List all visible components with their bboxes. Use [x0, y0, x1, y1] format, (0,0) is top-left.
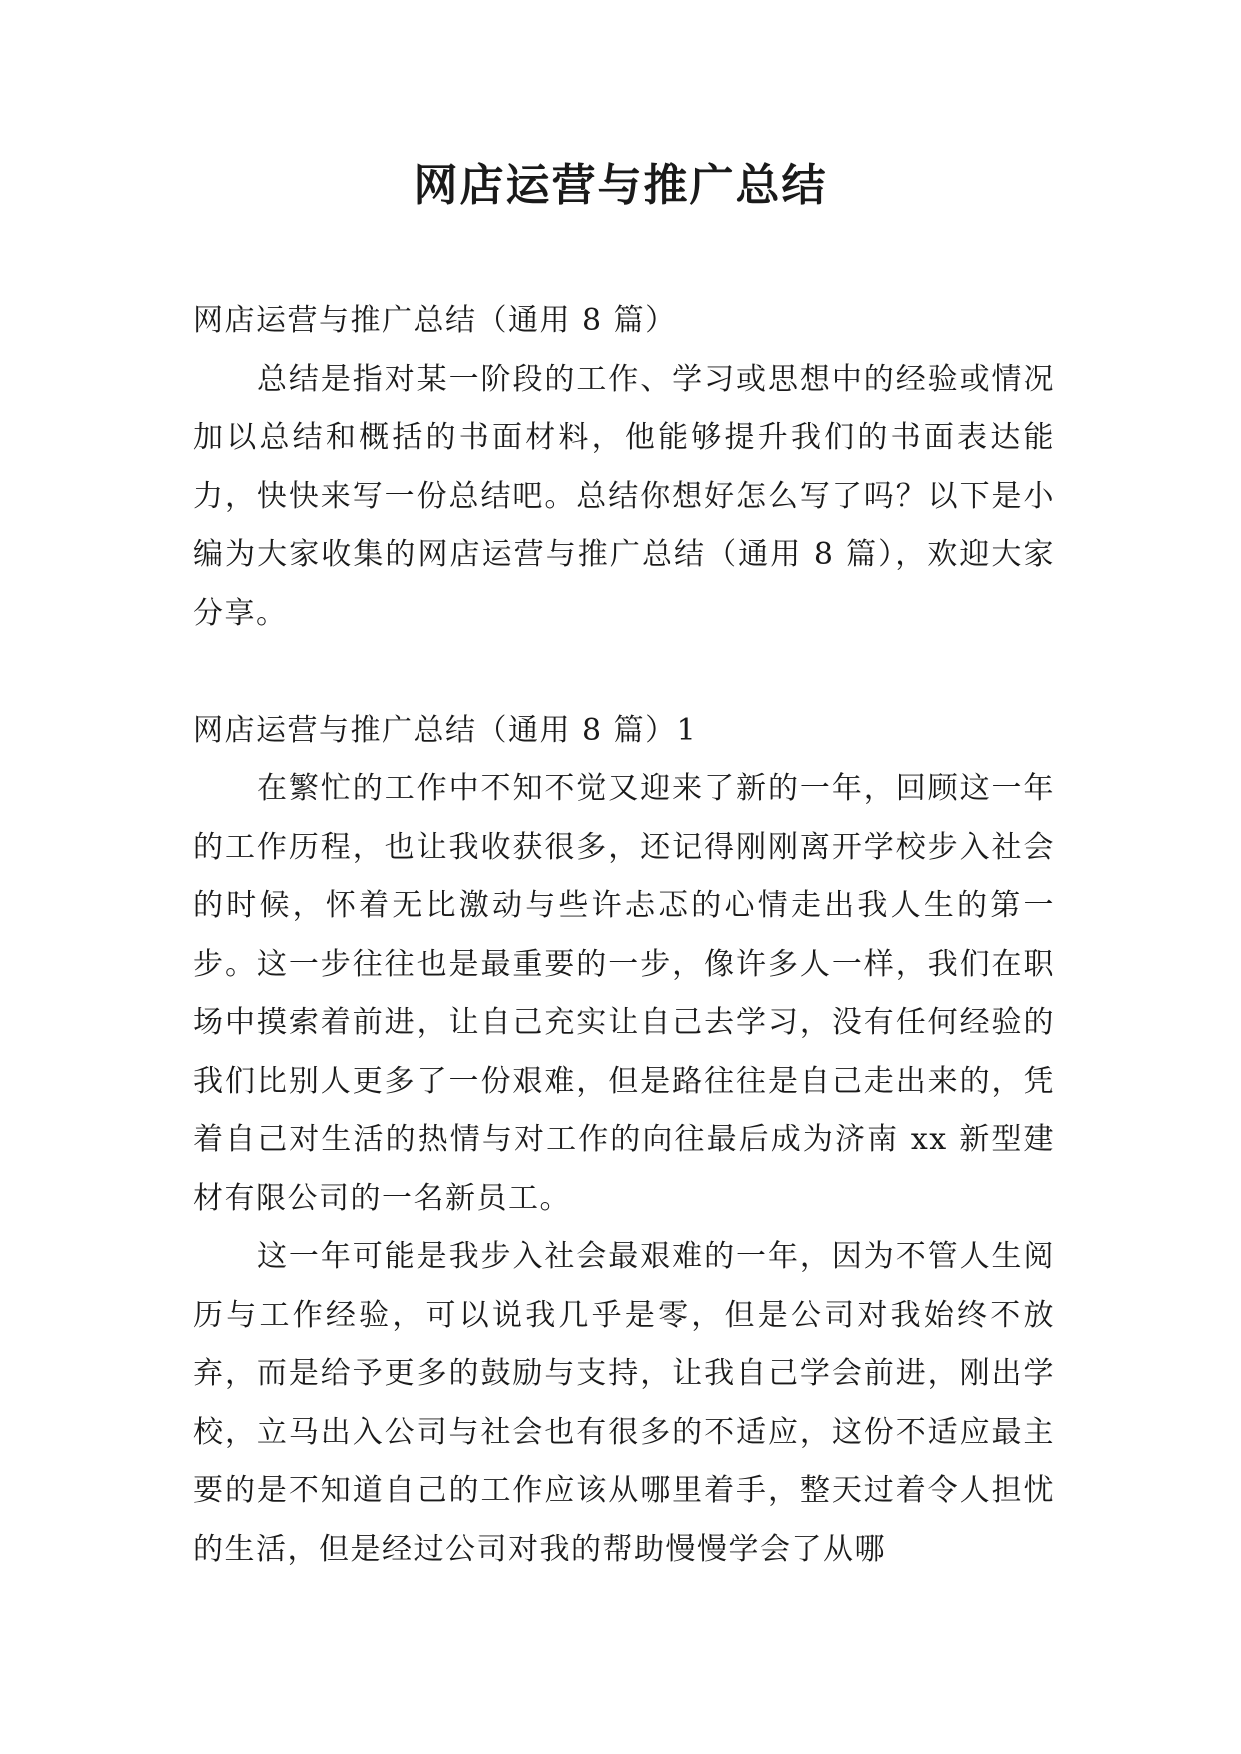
section-heading: 网店运营与推广总结（通用 8 篇）1	[193, 712, 698, 748]
section-spacer	[193, 643, 1055, 702]
body-paragraph: 在繁忙的工作中不知不觉又迎来了新的一年，回顾这一年的工作历程，也让我收获很多，还记得刚刚离开学校步入社会的时候，怀着无比激动与些许忐忑的心情走出我人生的第一步。这一步往往也是最重要的一步，像许多人一样，我们在职场中摸索着前进，让自己充实让自己去学习，没有任何经验的我们比别人更多了一份艰难，但是路往往是自己走出来的，凭着自己对生活的热情与对工作的向往最后成为济南 xx 新型建材有限公司的一名新员工。	[193, 771, 1055, 1216]
body-paragraph: 这一年可能是我步入社会最艰难的一年，因为不管人生阅历与工作经验，可以说我几乎是零，但是公司对我始终不放弃，而是给予更多的鼓励与支持，让我自己学会前进，刚出学校，立马出入公司与社会也有很多的不适应，这份不适应最主要的是不知道自己的工作应该从哪里着手，整天过着令人担忧的生活，但是经过公司对我的帮助慢慢学会了从哪	[193, 1239, 1055, 1567]
intro-paragraph: 总结是指对某一阶段的工作、学习或思想中的经验或情况加以总结和概括的书面材料，他能够提升我们的书面表达能力，快快来写一份总结吧。总结你想好怎么写了吗？以下是小编为大家收集的网店运营与推广总结（通用 8 篇），欢迎大家分享。	[193, 361, 1055, 631]
document-body	[193, 292, 1055, 1579]
document-title: 网店运营与推广总结	[413, 160, 828, 211]
document-subtitle: 网店运营与推广总结（通用 8 篇）	[193, 303, 677, 338]
